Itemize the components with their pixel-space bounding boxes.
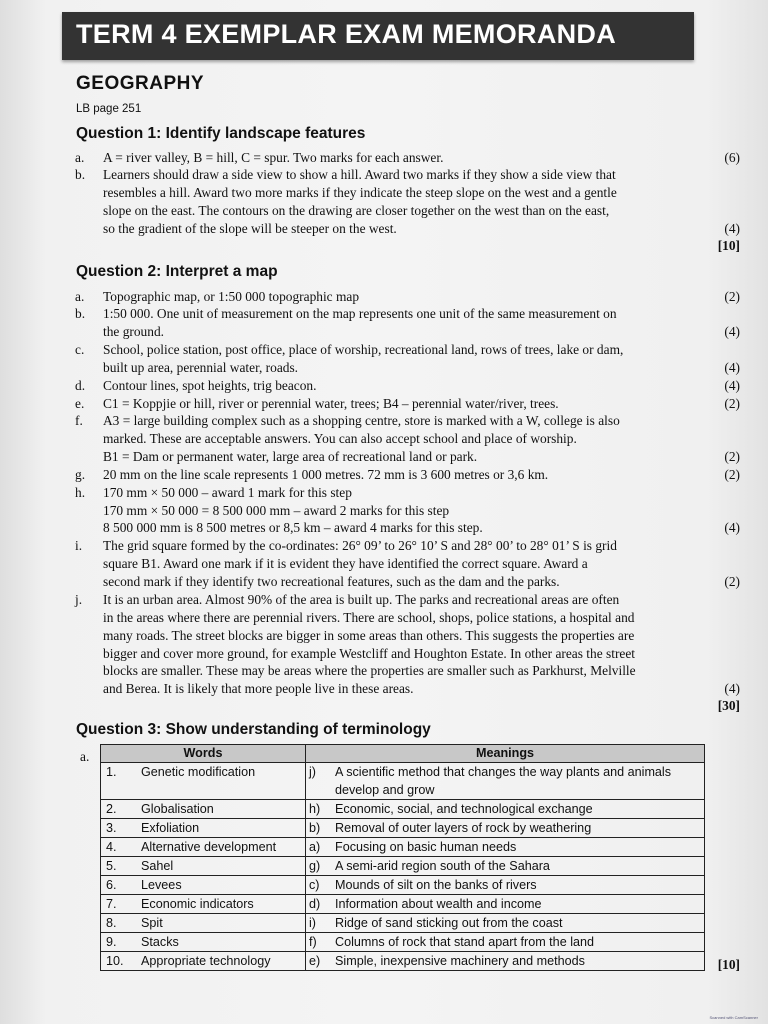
item-letter: b. [75, 306, 86, 321]
terminology-table [100, 744, 705, 971]
meaning-letter: b) [306, 819, 332, 838]
question-total: [10] [717, 957, 740, 972]
row-number: 10. [101, 952, 138, 971]
item-letter: i. [75, 538, 83, 553]
row-number: 6. [101, 876, 138, 895]
answer-line: A = river valley, B = hill, C = spur. Two marks for each answer. [103, 150, 444, 165]
term-word: Exfoliation [137, 819, 306, 838]
row-number: 4. [101, 838, 138, 857]
item-letter: j. [75, 592, 83, 607]
answer-line: marked. These are acceptable answers. You can also accept school and place of worship. [103, 431, 577, 446]
row-number: 2. [101, 800, 138, 819]
term-meaning: Economic, social, and technological exchange [331, 800, 705, 819]
subject-heading: GEOGRAPHY [76, 73, 205, 94]
meaning-letter: g) [306, 857, 332, 876]
answer-line: School, police station, post office, place of worship, recreational land, rows of trees, lake or dam, [103, 342, 624, 357]
table-row [101, 914, 705, 933]
answer-line: resembles a hill. Award two more marks if they indicate the steep slope on the west and a gentle [103, 185, 617, 200]
row-number: 3. [101, 819, 138, 838]
row-number: 9. [101, 933, 138, 952]
question-1-heading: Question 1: Identify landscape features [76, 125, 366, 142]
table-row [101, 800, 705, 819]
term-word: Stacks [137, 933, 306, 952]
meaning-letter: c) [306, 876, 332, 895]
answer-line: 170 mm × 50 000 – award 1 mark for this step [103, 485, 352, 500]
marks: (4) [724, 378, 740, 393]
question-total: [10] [717, 238, 740, 253]
term-word: Spit [137, 914, 306, 933]
item-letter: e. [75, 396, 85, 411]
term-word: Alternative development [137, 838, 306, 857]
table-row [101, 895, 705, 914]
marks: (4) [724, 221, 740, 236]
meanings-header: Meanings [306, 745, 705, 763]
answer-line: 8 500 000 mm is 8 500 metres or 8,5 km – award 4 marks for this step. [103, 520, 483, 535]
row-number: 7. [101, 895, 138, 914]
marks: (4) [724, 360, 740, 375]
question-total: [30] [717, 698, 740, 713]
item-letter: a. [75, 150, 85, 165]
term-word: Levees [137, 876, 306, 895]
answer-line: B1 = Dam or permanent water, large area of recreational land or park. [103, 449, 478, 464]
table-row [101, 933, 705, 952]
table-row [101, 876, 705, 895]
table-row [101, 838, 705, 857]
term-meaning [331, 763, 705, 800]
scanner-stamp: Scanned with CamScanner [709, 1015, 758, 1020]
item-letter: a. [80, 749, 90, 764]
term-meaning: Focusing on basic human needs [331, 838, 705, 857]
meaning-letter: a) [306, 838, 332, 857]
item-letter: a. [75, 289, 85, 304]
answer-line: bigger and cover more ground, for example Westcliff and Houghton Estate. In other areas the street [103, 646, 636, 661]
meaning-letter: d) [306, 895, 332, 914]
answer-line: in the areas where there are perennial rivers. There are school, shops, police stations, a hospital and [103, 610, 635, 625]
term-meaning: Information about wealth and income [331, 895, 705, 914]
table-row [101, 763, 705, 800]
term-word: Appropriate technology [137, 952, 306, 971]
answer-line: The grid square formed by the co-ordinates: 26° 09’ to 26° 10’ S and 28° 00’ to 28° 01’ S is grid [103, 538, 617, 553]
term-meaning: Columns of rock that stand apart from the land [331, 933, 705, 952]
marks: (2) [724, 396, 740, 411]
meaning-line: A scientific method that changes the way plants and animals [335, 765, 672, 779]
marks: (4) [724, 520, 740, 535]
meaning-letter: e) [306, 952, 332, 971]
row-number: 1. [101, 763, 138, 800]
term-meaning: Mounds of silt on the banks of rivers [331, 876, 705, 895]
page-reference: LB page 251 [76, 103, 142, 115]
answer-line: C1 = Koppjie or hill, river or perennial water, trees; B4 – perennial water/river, trees. [103, 396, 559, 411]
banner-title: TERM 4 EXEMPLAR EXAM MEMORANDA [76, 19, 617, 49]
question-3-heading: Question 3: Show understanding of terminology [76, 721, 431, 738]
term-meaning: Ridge of sand sticking out from the coast [331, 914, 705, 933]
question-2-heading: Question 2: Interpret a map [76, 263, 278, 280]
answer-line: A3 = large building complex such as a shopping centre, store is marked with a W, college is also [103, 413, 620, 428]
marks: (4) [724, 324, 740, 339]
marks: (2) [724, 289, 740, 304]
item-letter: g. [75, 467, 86, 482]
words-header: Words [101, 745, 306, 763]
meaning-letter: i) [306, 914, 332, 933]
answer-line: the ground. [103, 324, 164, 339]
item-letter: h. [75, 485, 86, 500]
term-meaning: Simple, inexpensive machinery and methods [331, 952, 705, 971]
meaning-line: develop and grow [335, 783, 435, 797]
answer-line: so the gradient of the slope will be steeper on the west. [103, 221, 397, 236]
meaning-letter: f) [306, 933, 332, 952]
term-word: Genetic modification [137, 763, 306, 800]
answer-line: Topographic map, or 1:50 000 topographic map [103, 289, 360, 304]
answer-line: 20 mm on the line scale represents 1 000 metres. 72 mm is 3 600 metres or 3,6 km. [103, 467, 549, 482]
meaning-letter: j) [306, 763, 332, 800]
row-number: 8. [101, 914, 138, 933]
answer-line: Contour lines, spot heights, trig beacon. [103, 378, 317, 393]
term-word: Economic indicators [137, 895, 306, 914]
marks: (2) [724, 574, 740, 589]
marks: (2) [724, 449, 740, 464]
answer-line: built up area, perennial water, roads. [103, 360, 299, 375]
row-number: 5. [101, 857, 138, 876]
answer-line: square B1. Award one mark if it is evident they have identified the correct square. Award a [103, 556, 588, 571]
marks: (6) [724, 150, 740, 165]
term-word: Globalisation [137, 800, 306, 819]
term-meaning: Removal of outer layers of rock by weathering [331, 819, 705, 838]
term-word: Sahel [137, 857, 306, 876]
table-header-row [101, 745, 705, 763]
term-meaning: A semi-arid region south of the Sahara [331, 857, 705, 876]
answer-line: Learners should draw a side view to show a hill. Award two marks if they show a side view that [103, 167, 616, 182]
answer-line: blocks are smaller. These may be areas where the properties are smaller such as Parkhurst, Melville [103, 663, 636, 678]
table-row [101, 952, 705, 971]
answer-line: slope on the east. The contours on the drawing are closer together on the west than on the east, [103, 203, 610, 218]
item-letter: d. [75, 378, 86, 393]
answer-line: 1:50 000. One unit of measurement on the map represents one unit of the same measurement on [103, 306, 617, 321]
answer-line: 170 mm × 50 000 = 8 500 000 mm – award 2 marks for this step [103, 503, 450, 518]
item-letter: f. [75, 413, 83, 428]
answer-line: many roads. The street blocks are bigger in some areas than others. This suggests the properties are [103, 628, 635, 643]
answer-line: second mark if they identify two recreational features, such as the dam and the parks. [103, 574, 560, 589]
table-row [101, 857, 705, 876]
title-banner [62, 12, 694, 60]
item-letter: b. [75, 167, 86, 182]
answer-line: It is an urban area. Almost 90% of the area is built up. The parks and recreational areas are often [103, 592, 620, 607]
marks: (2) [724, 467, 740, 482]
marks: (4) [724, 681, 740, 696]
table-row [101, 819, 705, 838]
answer-line: and Berea. It is likely that more people live in these areas. [103, 681, 414, 696]
item-letter: c. [75, 342, 85, 357]
meaning-letter: h) [306, 800, 332, 819]
